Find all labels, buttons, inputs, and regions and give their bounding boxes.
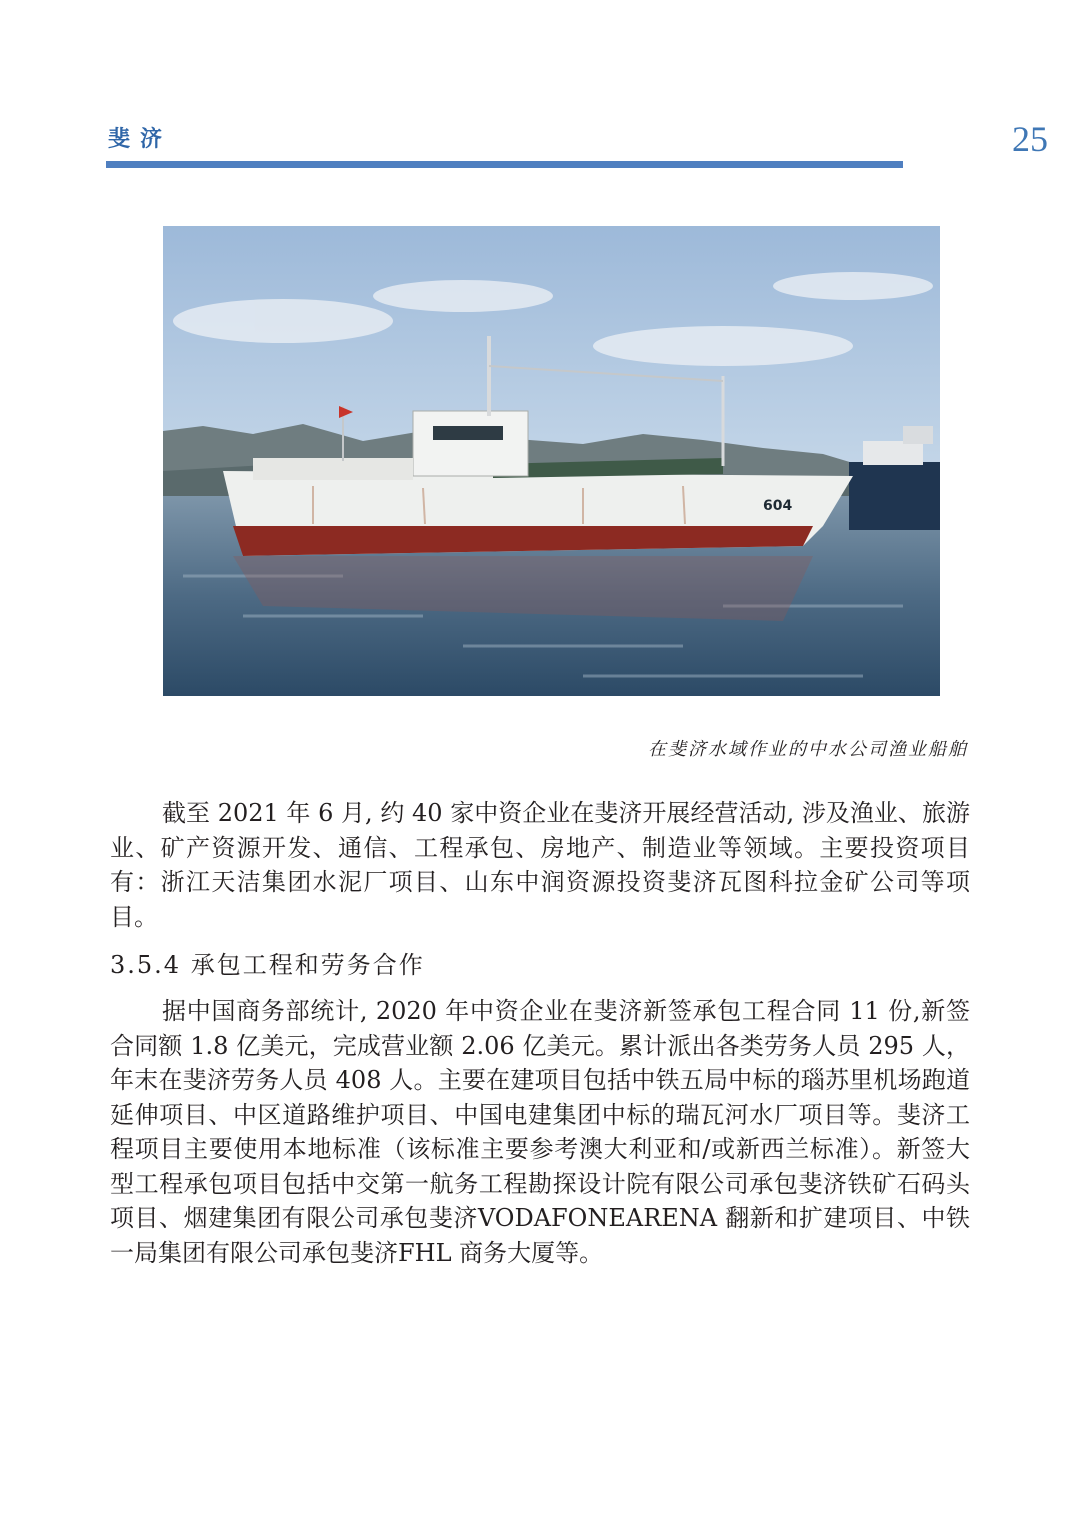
page-number: 25 bbox=[1012, 119, 1048, 159]
paragraph-contracting: 据中国商务部统计, 2020 年中资企业在斐济新签承包工程合同 11 份,新签合同额 1.8 亿美元，完成营业额 2.06 亿美元。累计派出各类劳务人员 295 人，年末在斐济劳务人员 408 人。主要在建项目包括中铁五局中标的瑙苏里机场跑道延伸项目、中区道路维护项目、中国电建集团中标的瑞瓦河水厂项目等。斐济工程项目主要使用本地标准（该标准主要参考澳大利亚和/或新西兰标准）。新签大型工程承包项目包括中交第一航务工程勘探设计院有限公司承包斐济铁矿石码头项目、烟建集团有限公司承包斐济VODAFONEARENA 翻新和扩建项目、中铁一局集团有限公司承包斐济FHL 商务大厦等。 bbox=[110, 997, 970, 1267]
section-heading: 3.5.4 承包工程和劳务合作 bbox=[110, 951, 425, 979]
figure-caption: 在斐济水域作业的中水公司渔业船舶 bbox=[648, 739, 968, 760]
hull-number: 604 bbox=[763, 498, 793, 514]
paragraph-investment: 截至 2021 年 6 月, 约 40 家中资企业在斐济开展经营活动, 涉及渔业、旅游业、矿产资源开发、通信、工程承包、房地产、制造业等领域。主要投资项目有：浙江天洁集团水泥厂项目、山东中润资源投资斐济瓦图科拉金矿公司等项目。 bbox=[110, 799, 970, 931]
header-rule bbox=[106, 161, 903, 168]
fishing-vessel-photo bbox=[163, 226, 940, 696]
header-title: 斐济 bbox=[108, 127, 173, 152]
